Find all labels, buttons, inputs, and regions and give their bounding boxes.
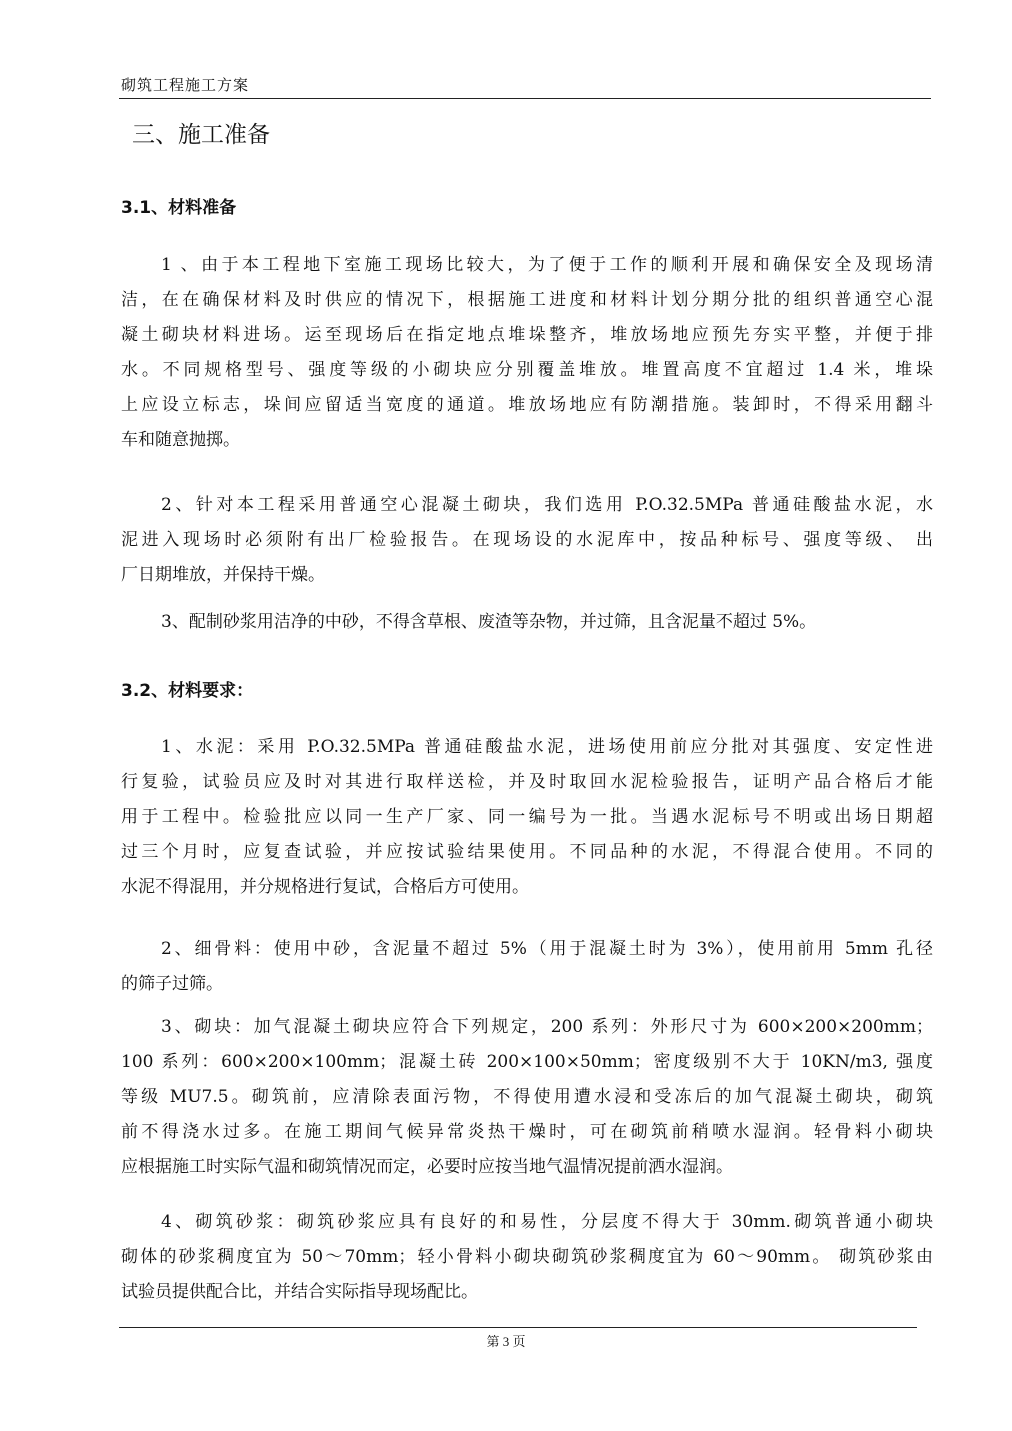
text-line: 前不得浇水过多。在施工期间气候异常炎热干燥时，可在砌筑前稍喷水湿润。轻骨料小砌块 xyxy=(121,1122,933,1142)
text-line: 洁，在在确保材料及时供应的情况下，根据施工进度和材料计划分期分批的组织普通空心混 xyxy=(121,290,933,310)
subsection-heading-materials-preparation: 3.1、材料准备 xyxy=(121,198,237,218)
text-line: 100 系列：600×200×100mm；混凝土砖 200×100×50mm；密度级别不大于 10KN/m3, 强度 xyxy=(121,1052,933,1072)
paragraph xyxy=(121,1010,933,1185)
text-line: 厂日期堆放，并保持干燥。 xyxy=(121,565,325,585)
text-line: 1 、由于本工程地下室施工现场比较大，为了便于工作的顺利开展和确保安全及现场清 xyxy=(161,255,933,275)
text-line: 上应设立标志，垛间应留适当宽度的通道。堆放场地应有防潮措施。装卸时，不得采用翻斗 xyxy=(121,395,933,415)
text-line: 砌体的砂浆稠度宜为 50～70mm；轻小骨料小砌块砌筑砂浆稠度宜为 60～90mm。 砌筑砂浆由 xyxy=(121,1247,933,1267)
page-number: 第 3 页 xyxy=(486,1334,526,1349)
paragraph xyxy=(121,730,933,905)
header-divider xyxy=(119,98,931,99)
text-line: 2、针对本工程采用普通空心混凝土砌块，我们选用 P.O.32.5MPa 普通硅酸盐水泥，水 xyxy=(161,495,933,515)
subsection-heading-materials-requirements: 3.2、材料要求： xyxy=(121,681,254,701)
text-line: 行复验，试验员应及时对其进行取样送检，并及时取回水泥检验报告，证明产品合格后才能 xyxy=(121,772,933,792)
text-line: 用于工程中。检验批应以同一生产厂家、同一编号为一批。当遇水泥标号不明或出场日期超 xyxy=(121,807,933,827)
section-title: 三、施工准备 xyxy=(132,122,270,148)
text-line: 3、砌块：加气混凝土砌块应符合下列规定，200 系列：外形尺寸为 600×200×200mm； xyxy=(161,1017,933,1037)
text-line: 3、配制砂浆用洁净的中砂，不得含草根、废渣等杂物，并过筛，且含泥量不超过 5%。 xyxy=(161,612,817,632)
text-line: 试验员提供配合比，并结合实际指导现场配比。 xyxy=(121,1282,478,1302)
footer-divider xyxy=(119,1327,917,1328)
text-line: 4、砌筑砂浆：砌筑砂浆应具有良好的和易性，分层度不得大于 30mm.砌筑普通小砌块 xyxy=(161,1212,933,1232)
paragraph xyxy=(121,488,933,593)
paragraph xyxy=(121,248,933,458)
text-line: 的筛子过筛。 xyxy=(121,974,223,994)
text-line: 应根据施工时实际气温和砌筑情况而定，必要时应按当地气温情况提前洒水湿润。 xyxy=(121,1157,733,1177)
text-line: 水泥不得混用，并分规格进行复试，合格后方可使用。 xyxy=(121,877,529,897)
paragraph xyxy=(121,605,933,640)
paragraph xyxy=(121,932,933,1002)
paragraph xyxy=(121,1205,933,1310)
text-line: 等级 MU7.5。砌筑前，应清除表面污物，不得使用遭水浸和受冻后的加气混凝土砌块，砌筑 xyxy=(121,1087,933,1107)
text-line: 车和随意抛掷。 xyxy=(121,430,240,450)
text-line: 1、水泥：采用 P.O.32.5MPa 普通硅酸盐水泥，进场使用前应分批对其强度、安定性进 xyxy=(161,737,933,757)
text-line: 过三个月时，应复查试验，并应按试验结果使用。不同品种的水泥，不得混合使用。不同的 xyxy=(121,842,933,862)
text-line: 水。不同规格型号、强度等级的小砌块应分别覆盖堆放。堆置高度不宜超过 1.4 米，堆垛 xyxy=(121,360,933,380)
text-line: 2、细骨料：使用中砂，含泥量不超过 5%（用于混凝土时为 3%），使用前用 5mm 孔径 xyxy=(161,939,933,959)
text-line: 凝土砌块材料进场。运至现场后在指定地点堆垛整齐，堆放场地应预先夯实平整，并便于排 xyxy=(121,325,933,345)
text-line: 泥进入现场时必须附有出厂检验报告。在现场设的水泥库中，按品种标号、强度等级、 出 xyxy=(121,530,933,550)
running-header-title: 砌筑工程施工方案 xyxy=(121,76,250,94)
